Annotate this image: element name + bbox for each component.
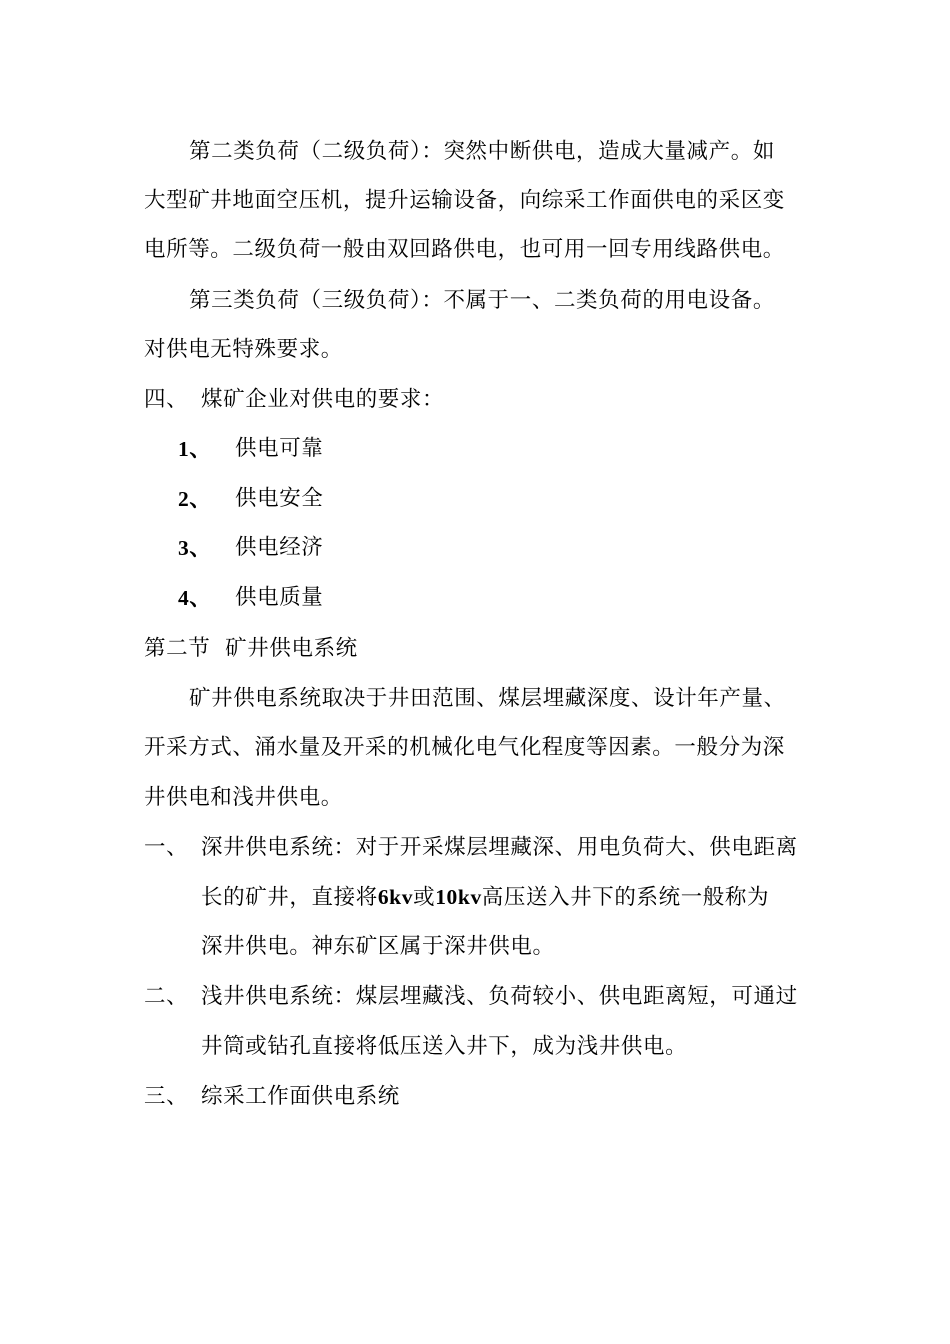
- voltage-value: 6kv: [377, 885, 414, 909]
- paragraph-line: 第三类负荷（三级负荷）：不属于一、二类负荷的用电设备。: [189, 288, 775, 313]
- item-line: 深井供电。神东矿区属于深井供电。: [201, 934, 555, 959]
- text-run: 长的矿井，直接将: [201, 885, 378, 910]
- paragraph-line: 对供电无特殊要求。: [144, 337, 343, 362]
- item-line: 深井供电系统：对于开采煤层埋藏深、用电负荷大、供电距离: [201, 835, 798, 860]
- paragraph-line: 第二类负荷（二级负荷）：突然中断供电，造成大量减产。如: [189, 139, 775, 164]
- list-item-number: 2、: [178, 487, 212, 511]
- paragraph-line: 矿井供电系统取决于井田范围、煤层埋藏深度、设计年产量、: [189, 686, 786, 711]
- list-item-number: 4、: [178, 586, 212, 610]
- item-marker: 二、: [144, 984, 189, 1009]
- item-marker: 三、: [144, 1084, 189, 1109]
- item-line: 浅井供电系统：煤层埋藏浅、负荷较小、供电距离短，可通过: [201, 984, 798, 1009]
- list-item-text: 供电可靠: [235, 436, 324, 461]
- voltage-value: 10kv: [435, 885, 482, 909]
- text-run: 或: [413, 885, 436, 910]
- section-heading: 第二节 矿井供电系统: [144, 636, 358, 661]
- list-item-text: 供电质量: [235, 585, 324, 610]
- list-item-text: 供电经济: [235, 535, 324, 560]
- list-item-number: 3、: [178, 536, 212, 560]
- item-marker: 一、: [144, 835, 189, 860]
- item-line: 综采工作面供电系统: [201, 1084, 400, 1109]
- list-item-text: 供电安全: [235, 486, 324, 511]
- paragraph-line: 大型矿井地面空压机，提升运输设备，向综采工作面供电的采区变: [144, 188, 785, 213]
- text-run: 高压送入井下的系统一般称为: [481, 885, 770, 910]
- item-line: 井筒或钻孔直接将低压送入井下，成为浅井供电。: [201, 1034, 688, 1059]
- section-marker: 四、: [144, 387, 189, 412]
- paragraph-line: 开采方式、涌水量及开采的机械化电气化程度等因素。一般分为深: [144, 735, 785, 760]
- section-title: 煤矿企业对供电的要求：: [201, 387, 445, 412]
- item-line: [201, 883, 769, 912]
- paragraph-line: 电所等。二级负荷一般由双回路供电，也可用一回专用线路供电。: [144, 237, 785, 262]
- paragraph-line: 井供电和浅井供电。: [144, 785, 343, 810]
- list-item-number: 1、: [178, 437, 212, 461]
